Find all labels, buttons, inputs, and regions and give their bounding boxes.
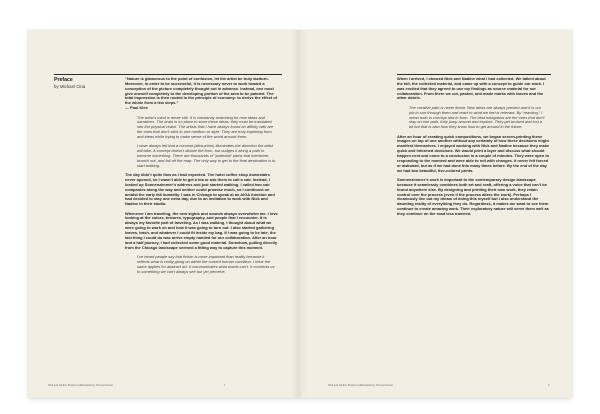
- right-page: [300, 30, 572, 398]
- quote-attribution: — Paul Klee: [125, 105, 148, 111]
- klee-quote: “Nature is glamorous to the point of confusion, let the artist be truly taciturn. Moreover, in order to be successful, it is necessary never to work toward a conception of the picture completely thought out in advance. Instead, one must give oneself completely to the developing portion of the area to be painted. The total impression is then rooted in the principle of economy: to derive the effect of the whole from a few steps.”: [125, 76, 278, 106]
- top-rule: [397, 74, 551, 75]
- preface-title: Preface: [54, 77, 73, 83]
- left-page: [28, 30, 300, 398]
- left-text-column: [125, 77, 280, 279]
- paragraph: Sonnenzimmer’s work is important to the contemporary design landscape because it seamlessly combines both art and craft, offering a voice that can’t be found anywhere else. By designing and printing their own work, they retain control over the process (even if the process alters the work). Perhaps I vicariously live out my dream of doing this myself but I also understand the daunting reality of everything they do. Regardless, it makes me want to see them continue to create amazing work. Their exploratory nature will serve them well as they continue on the road less traveled.: [397, 176, 549, 216]
- paragraph: After an hour of creating quick compositions, we began screen-printing these images on top of one another without any certainty of how these decisions might manifest themselves. I enjoyed working with Nick and Nadine because they make quick and informed decisions. We would print a layer and discuss what should happen next and come to a conclusion in a couple of minutes. They were open to responding to the moment and were able to roll with changes. It never felt forced or awkward, but as if we had done this many times before. By the end of the day we had two beautiful, five-colored prints.: [397, 133, 550, 173]
- paragraph: [125, 77, 280, 111]
- preface-sidebar: [54, 77, 114, 89]
- paragraph: When I arrived, I showed Nick and Nadine what I had collected. We talked about the fall, the collected material, and came up with a concept to guide our work. I was excited that they agreed to use my findings as source material for our collaboration. From there we cut, pasted, and made marks with leaves and the other debris.: [397, 76, 546, 101]
- page-number: 1: [224, 384, 226, 387]
- top-rule: [54, 74, 282, 75]
- preface-author: by Michael Cina: [54, 83, 86, 89]
- paragraph: The artist’s mind is never still. It is constantly searching for new ideas and narratives. The brain is no place to store these ideas; they must be translated into the physical realm. The artists that I have always found an affinity with are the ones that don’t stick to one medium or style. They are truly exploring form and ideas while trying to make sense of the world around them.: [137, 114, 274, 139]
- right-text-column: [397, 77, 551, 221]
- book-spread: [28, 30, 572, 398]
- footer-credit: Nick and Nadine Project Collaboration by Sonnenzimmer: [328, 384, 394, 387]
- page-number: 2: [548, 384, 550, 387]
- footer-credit: Nick and Nadine Project Collaboration by Sonnenzimmer: [48, 384, 114, 387]
- paragraph: The creative path is never linear. New ideas are always present and it is our job to sort through them and react to what we feel is relevant. By “reacting,” I mean both in concept and in form. The best navigators are the ones that don’t stay on one path, they jump around and explore. They get bruised and lost a bit but that is also how they know how to get around in the future.: [409, 104, 545, 130]
- paragraph: I have always felt that a concept (idea,whim) illuminates the direction the artist will take. A concept doesn’t dictate the form, but nudges it along a path to become something. There are thousands of “potential” paths that intertwine, branch out, and fall off the map. The only way to get to the final destination is to start walking.: [137, 143, 276, 168]
- paragraph: I’ve heard people say that fiction is more important than reality because it reflects what is really going on within the current human condition. I think the same applies for abstract art. It communicates what words can’t. It connects us to something we can’t always see but yet perceive.: [137, 253, 275, 274]
- paragraph: The day didn’t quite flow as I had expected. The hotel coffee shop downstairs never opened, so I wasn’t able to get a tea or ask them to call a cab. Instead, I looked up Sonnenzimmer’s address and just started walking. I called two cab companies along the way and neither could promise much, so I continued on amidst the early fall humidity. I was in Chicago to speak at an AIGA function and had decided to stay one extra day, due to an invitation to work with Nick and Nadine in their studio.: [125, 172, 275, 207]
- paragraph: Whenever I am traveling, the new sights and sounds always overwhelm me. I love looking at the colors, textures, typography, and people that I encounter. It is always my favorite part of traveling. As I was walking, I thought about what we were going to work on and how it was going to turn out. I also started gathering leaves, trash, and whatever I could fit inside my bag. If I was going to be late, the last thing I could do was arrive empty handed for our collaboration. After an hour and a half journey, I had collected some good material. Somehow, pulling directly from the Chicago landscape seemed a fitting way to capture this moment.: [125, 210, 278, 250]
